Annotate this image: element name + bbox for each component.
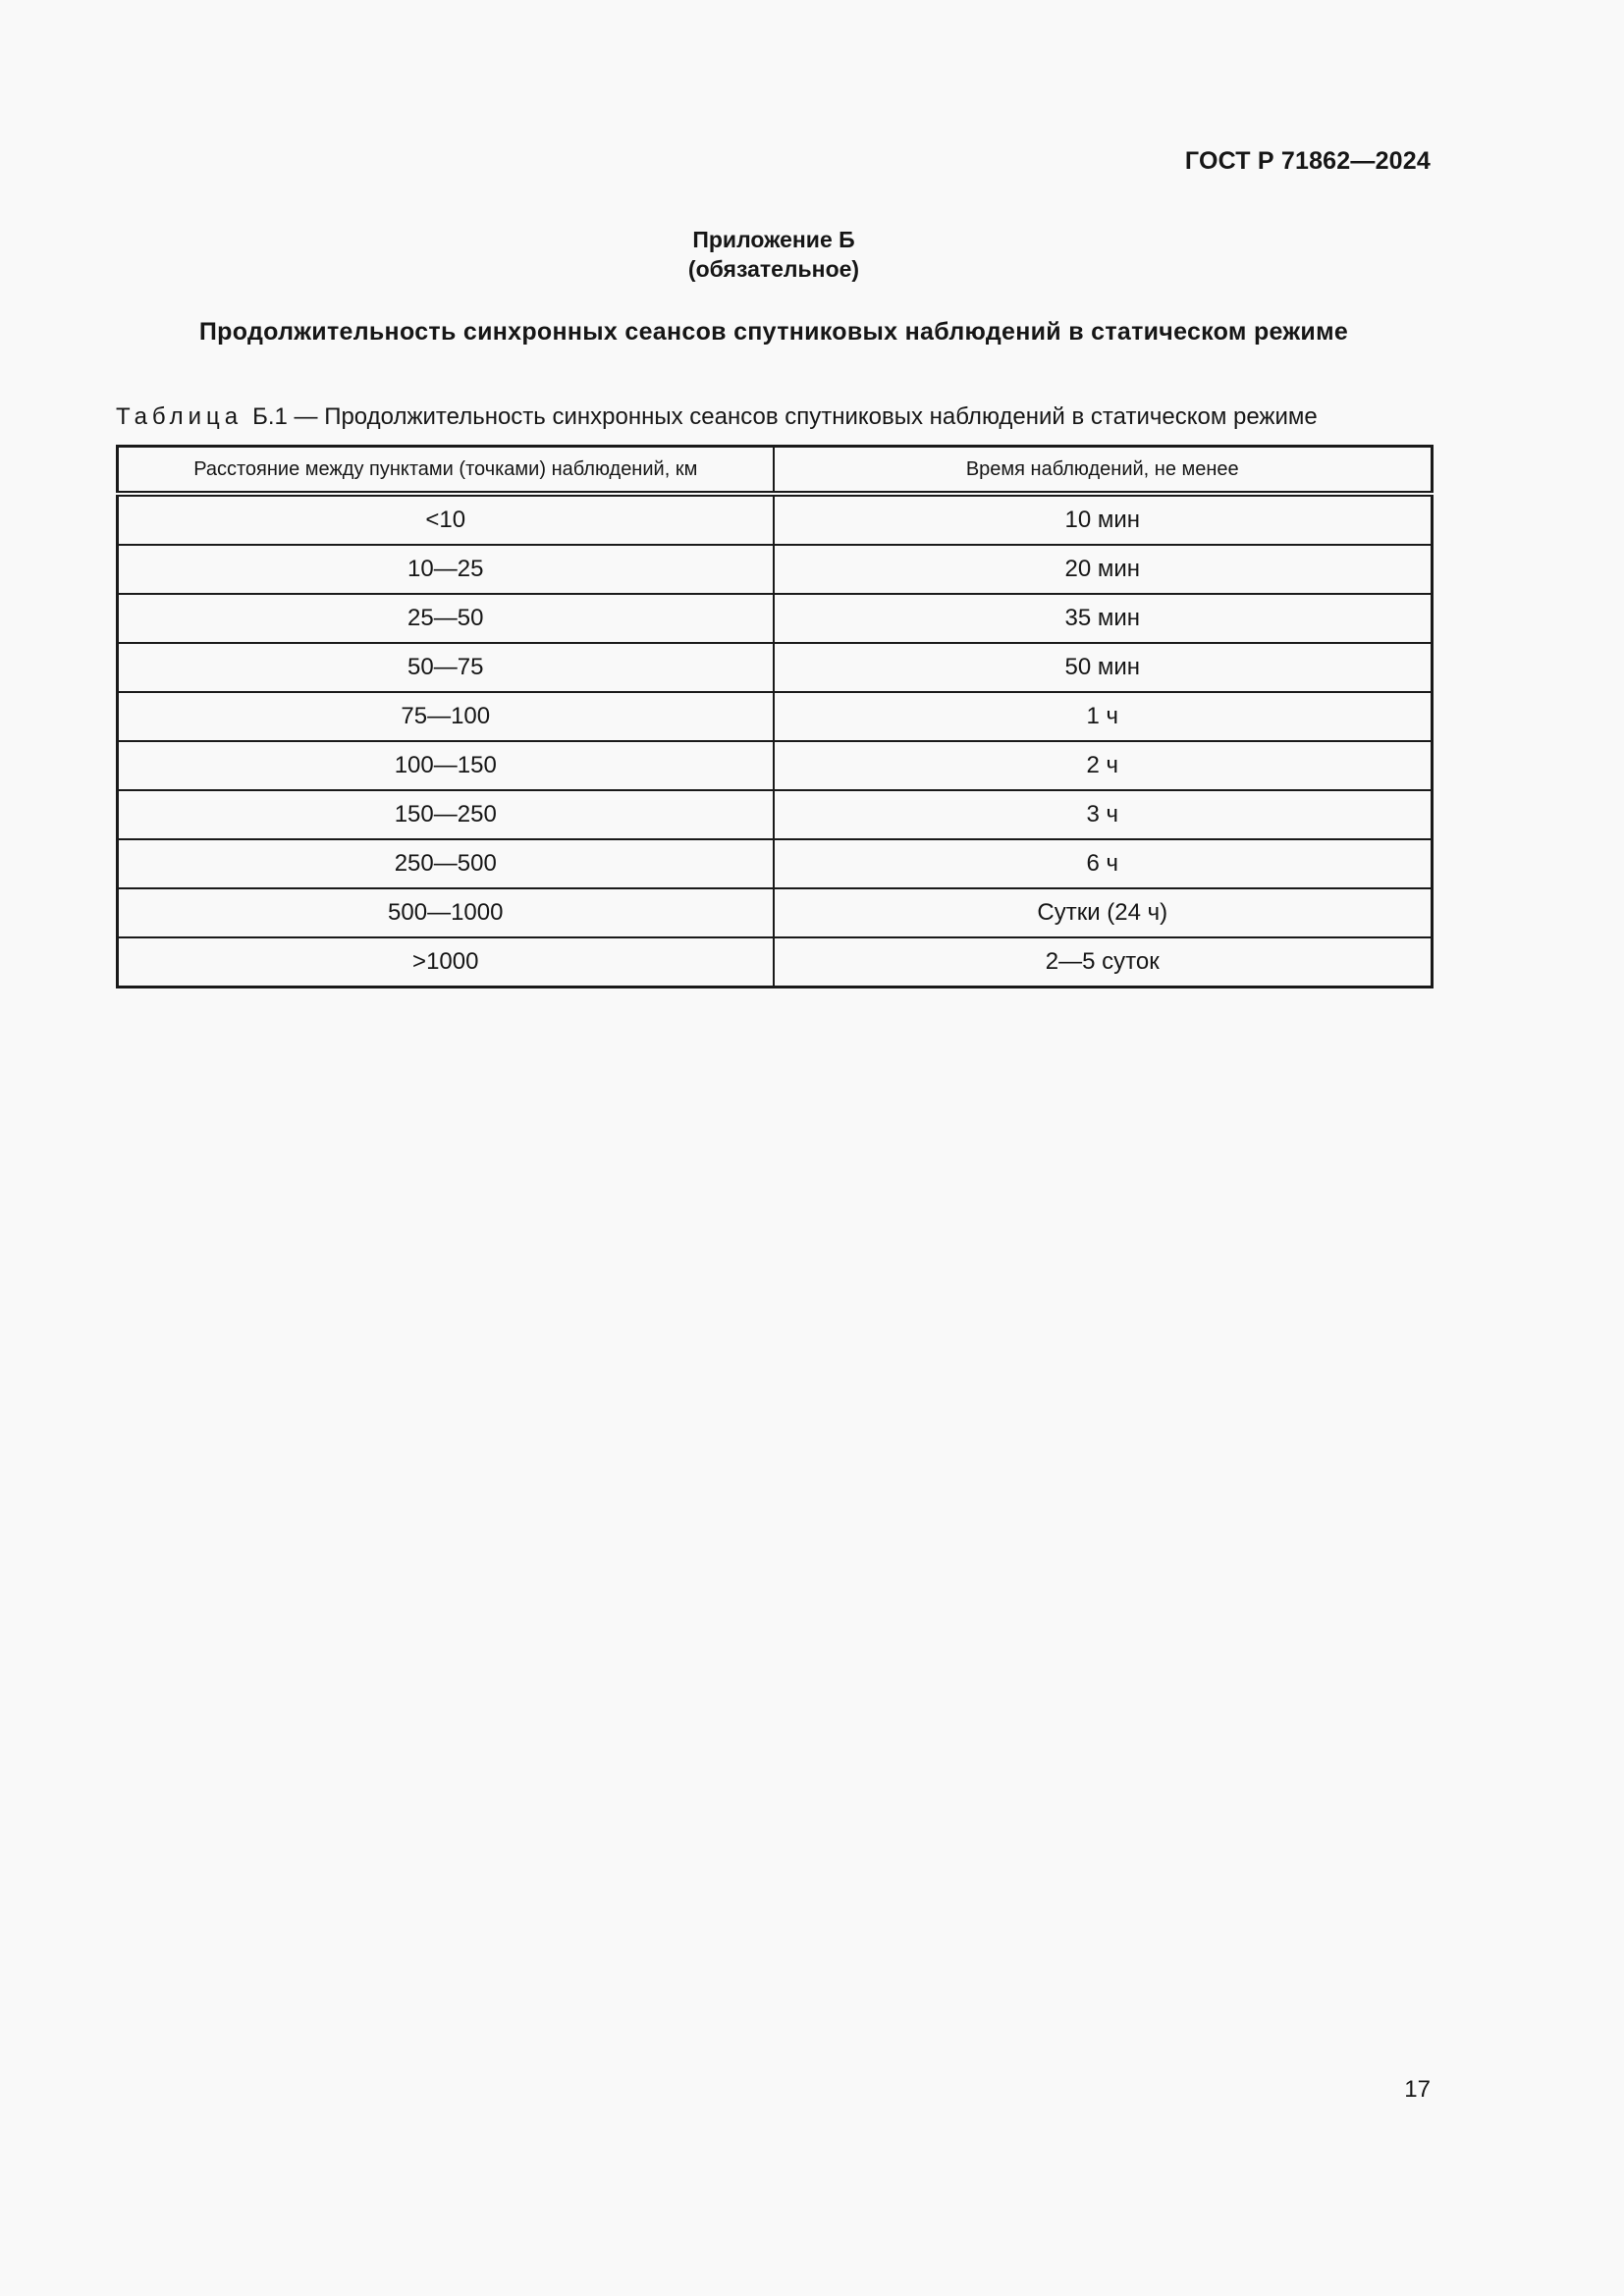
distance-cell: >1000 <box>118 937 774 988</box>
observation-duration-table <box>116 445 1434 988</box>
time-cell: 20 мин <box>774 545 1433 594</box>
table-row <box>118 692 1433 741</box>
table-row <box>118 888 1433 937</box>
table-row <box>118 594 1433 643</box>
annex-status: (обязательное) <box>687 256 860 282</box>
table-row <box>118 545 1433 594</box>
distance-cell: 100—150 <box>118 741 774 790</box>
annex-title: Приложение Б <box>692 227 855 252</box>
time-cell: 10 мин <box>774 494 1433 545</box>
time-cell: 2 ч <box>774 741 1433 790</box>
table-row <box>118 937 1433 988</box>
distance-cell: 10—25 <box>118 545 774 594</box>
time-cell: 35 мин <box>774 594 1433 643</box>
table-row <box>118 790 1433 839</box>
table-caption-text: Б.1 — Продолжительность синхронных сеансов спутниковых наблюдений в статическом режиме <box>252 403 1318 430</box>
distance-cell: 150—250 <box>118 790 774 839</box>
section-heading: Продолжительность синхронных сеансов спутниковых наблюдений в статическом режиме <box>198 318 1349 346</box>
time-cell: Сутки (24 ч) <box>774 888 1433 937</box>
table-row <box>118 741 1433 790</box>
distance-cell: 75—100 <box>118 692 774 741</box>
distance-cell: 25—50 <box>118 594 774 643</box>
time-cell: 2—5 суток <box>774 937 1433 988</box>
distance-cell: 250—500 <box>118 839 774 888</box>
column-header-distance: Расстояние между пунктами (точками) наблюдений, км <box>118 447 774 495</box>
distance-cell: <10 <box>118 494 774 545</box>
table-caption <box>116 403 1318 431</box>
time-cell: 50 мин <box>774 643 1433 692</box>
time-cell: 6 ч <box>774 839 1433 888</box>
table-row <box>118 643 1433 692</box>
time-cell: 3 ч <box>774 790 1433 839</box>
time-cell: 1 ч <box>774 692 1433 741</box>
distance-cell: 50—75 <box>118 643 774 692</box>
table-row <box>118 839 1433 888</box>
table-caption-label: Таблица <box>116 403 244 430</box>
table-row <box>118 494 1433 545</box>
distance-cell: 500—1000 <box>118 888 774 937</box>
column-header-time: Время наблюдений, не менее <box>774 447 1433 495</box>
page-number: 17 <box>1404 2076 1431 2103</box>
document-code: ГОСТ Р 71862—2024 <box>1184 147 1431 175</box>
table-header-row <box>118 447 1433 495</box>
